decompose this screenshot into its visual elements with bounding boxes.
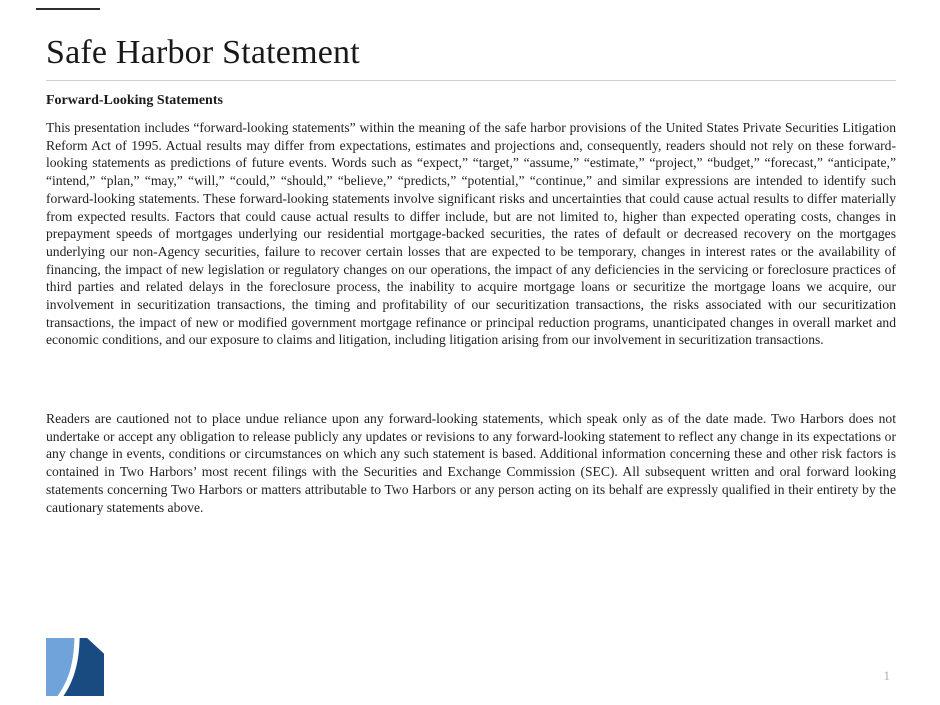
- two-harbors-logo-icon: [46, 637, 104, 697]
- forward-looking-paragraph: This presentation includes “forward-looking statements” within the meaning of the safe harbor provisions of the United States Private Securities Litigation Reform Act of 1995. Actual results may differ from expectations, estimates and projections and, consequently, readers should not rely on these forward-looking statements as predictions of future events. Words such as “expect,” “target,” “assume,” “estimate,” “project,” “budget,” “forecast,” “anticipate,” “intend,” “plan,” “may,” “will,” “could,” “should,” “believe,” “predicts,” “potential,” “continue,” and similar expressions are intended to identify such forward-looking statements. These forward-looking statements involve significant risks and uncertainties that could cause actual results to differ materially from expected results. Factors that could cause actual results to differ include, but are not limited to, higher than expected operating costs, changes in prepayment speeds of mortgages underlying our residential mortgage-backed securities, the rates of default or decreased recovery on the mortgages underlying our non-Agency securities, failure to recover certain losses that are expected to be temporary, changes in interest rates or the availability of financing, the impact of new legislation or regulatory changes on our operations, the impact of any deficiencies in the servicing or foreclosure practices of third parties and related delays in the foreclosure process, the inability to acquire mortgage loans or securitize the mortgage loans we acquire, our involvement in securitization transactions, the timing and profitability of our securitization transactions, the risks associated with our securitization transactions, the impact of new or modified government mortgage refinance or principal reduction programs, unanticipated changes in overall market and economic conditions, and our exposure to claims and litigation, including litigation arising from our involvement in securitization transactions.: [46, 120, 896, 348]
- section-heading: Forward-Looking Statements: [46, 93, 223, 108]
- top-accent-line: [36, 8, 100, 10]
- page-number: 1: [883, 668, 890, 683]
- page-title: Safe Harbor Statement: [46, 34, 360, 71]
- cautionary-paragraph: Readers are cautioned not to place undue reliance upon any forward-looking statements, which speak only as of the date made. Two Harbors does not undertake or accept any obligation to release publicly any updates or revisions to any forward-looking statement to reflect any change in its expectations or any change in events, conditions or circumstances on which any such statement is based. Additional information concerning these and other risk factors is contained in Two Harbors’ most recent filings with the Securities and Exchange Commission (SEC). All subsequent written and oral forward looking statements concerning Two Harbors or matters attributable to Two Harbors or any person acting on its behalf are expressly qualified in their entirety by the cautionary statements above.: [46, 411, 896, 515]
- title-divider: [46, 80, 896, 81]
